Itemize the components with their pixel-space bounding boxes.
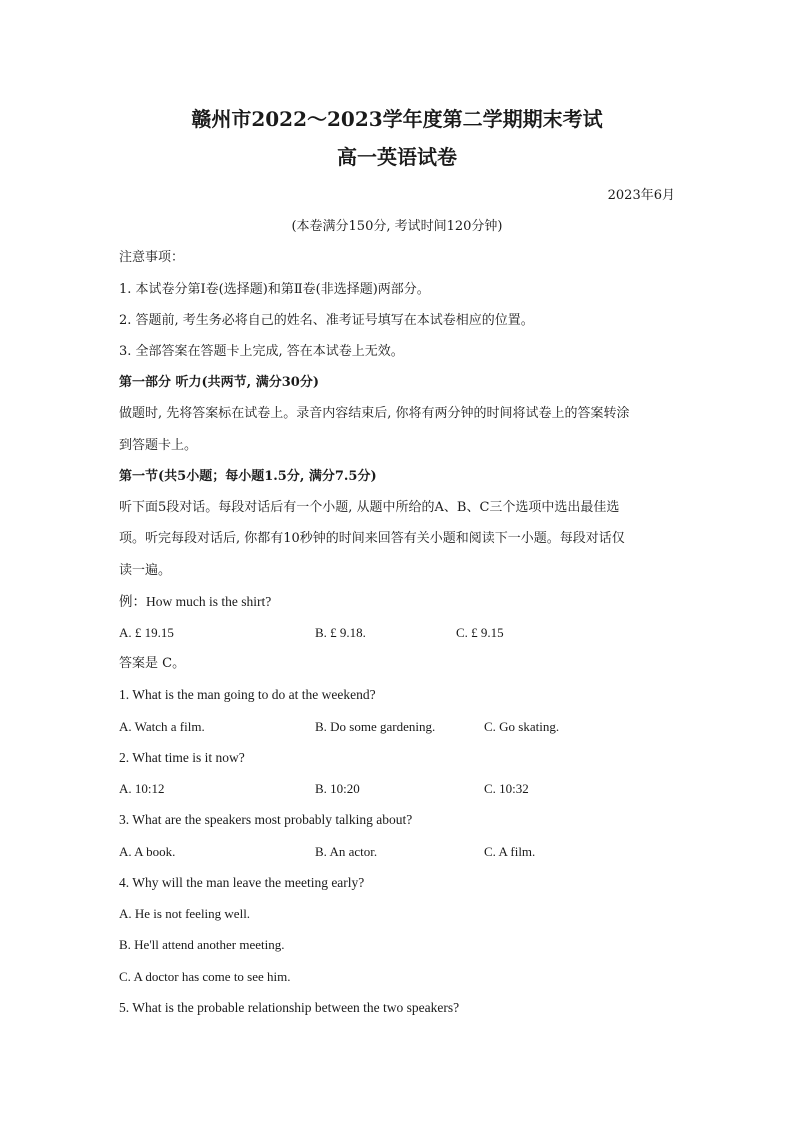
q3-option-a: A. A book. [119, 844, 176, 859]
section1-instruction: 读一遍。 [119, 563, 172, 578]
example-question: 例：How much is the shirt? [119, 594, 272, 609]
q4-option-c: C. A doctor has come to see him. [119, 969, 291, 984]
exam-title: 赣州市2022～2023学年度第二学期期末考试 [191, 107, 603, 131]
section1-instruction: 听下面5段对话。每段对话后有一个小题, 从题中所给的A、B、C三个选项中选出最佳选 [119, 500, 620, 515]
section1-instruction: 项。听完每段对话后, 你都有10秒钟的时间来回答有关小题和阅读下一小题。每段对话仅 [119, 531, 625, 546]
note-item: 3. 全部答案在答题卡上完成, 答在本试卷上无效。 [119, 344, 404, 359]
example-option-a: A. £ 19.15 [119, 625, 174, 640]
q2-option-b: B. 10:20 [315, 781, 360, 796]
part1-heading: 第一部分 听力(共两节, 满分30分) [119, 375, 319, 390]
q1-option-a: A. Watch a film. [119, 719, 205, 734]
q2-option-c: C. 10:32 [484, 781, 529, 796]
note-item: 2. 答题前, 考生务必将自己的姓名、准考证号填写在本试卷相应的位置。 [119, 313, 534, 328]
question-2: 2. What time is it now? [119, 750, 245, 765]
q4-option-b: B. He'll attend another meeting. [119, 937, 285, 952]
q3-option-c: C. A film. [484, 844, 536, 859]
exam-subtitle: 高一英语试卷 [337, 145, 457, 169]
example-option-c: C. £ 9.15 [456, 625, 504, 640]
example-answer: 答案是 C。 [119, 656, 186, 671]
exam-date: 2023年6月 [607, 188, 675, 203]
example-option-b: B. £ 9.18. [315, 625, 366, 640]
q1-option-c: C. Go skating. [484, 719, 560, 734]
question-5: 5. What is the probable relationship between the two speakers? [119, 1000, 460, 1015]
note-item: 1. 本试卷分第Ⅰ卷(选择题)和第Ⅱ卷(非选择题)两部分。 [119, 282, 430, 297]
question-1: 1. What is the man going to do at the weekend? [119, 687, 376, 702]
q2-option-a: A. 10:12 [119, 781, 165, 796]
section1-heading: 第一节(共5小题；每小题1.5分, 满分7.5分) [119, 469, 377, 484]
notes-heading: 注意事项： [119, 250, 185, 265]
q4-option-a: A. He is not feeling well. [119, 906, 251, 921]
score-note: (本卷满分150分, 考试时间120分钟) [291, 219, 503, 234]
q1-option-b: B. Do some gardening. [315, 719, 436, 734]
part1-instruction: 到答题卡上。 [119, 438, 198, 453]
question-4: 4. Why will the man leave the meeting early? [119, 875, 365, 890]
part1-instruction: 做题时, 先将答案标在试卷上。录音内容结束后, 你将有两分钟的时间将试卷上的答案转涂 [119, 406, 630, 421]
q3-option-b: B. An actor. [315, 844, 378, 859]
question-3: 3. What are the speakers most probably talking about? [119, 812, 413, 827]
